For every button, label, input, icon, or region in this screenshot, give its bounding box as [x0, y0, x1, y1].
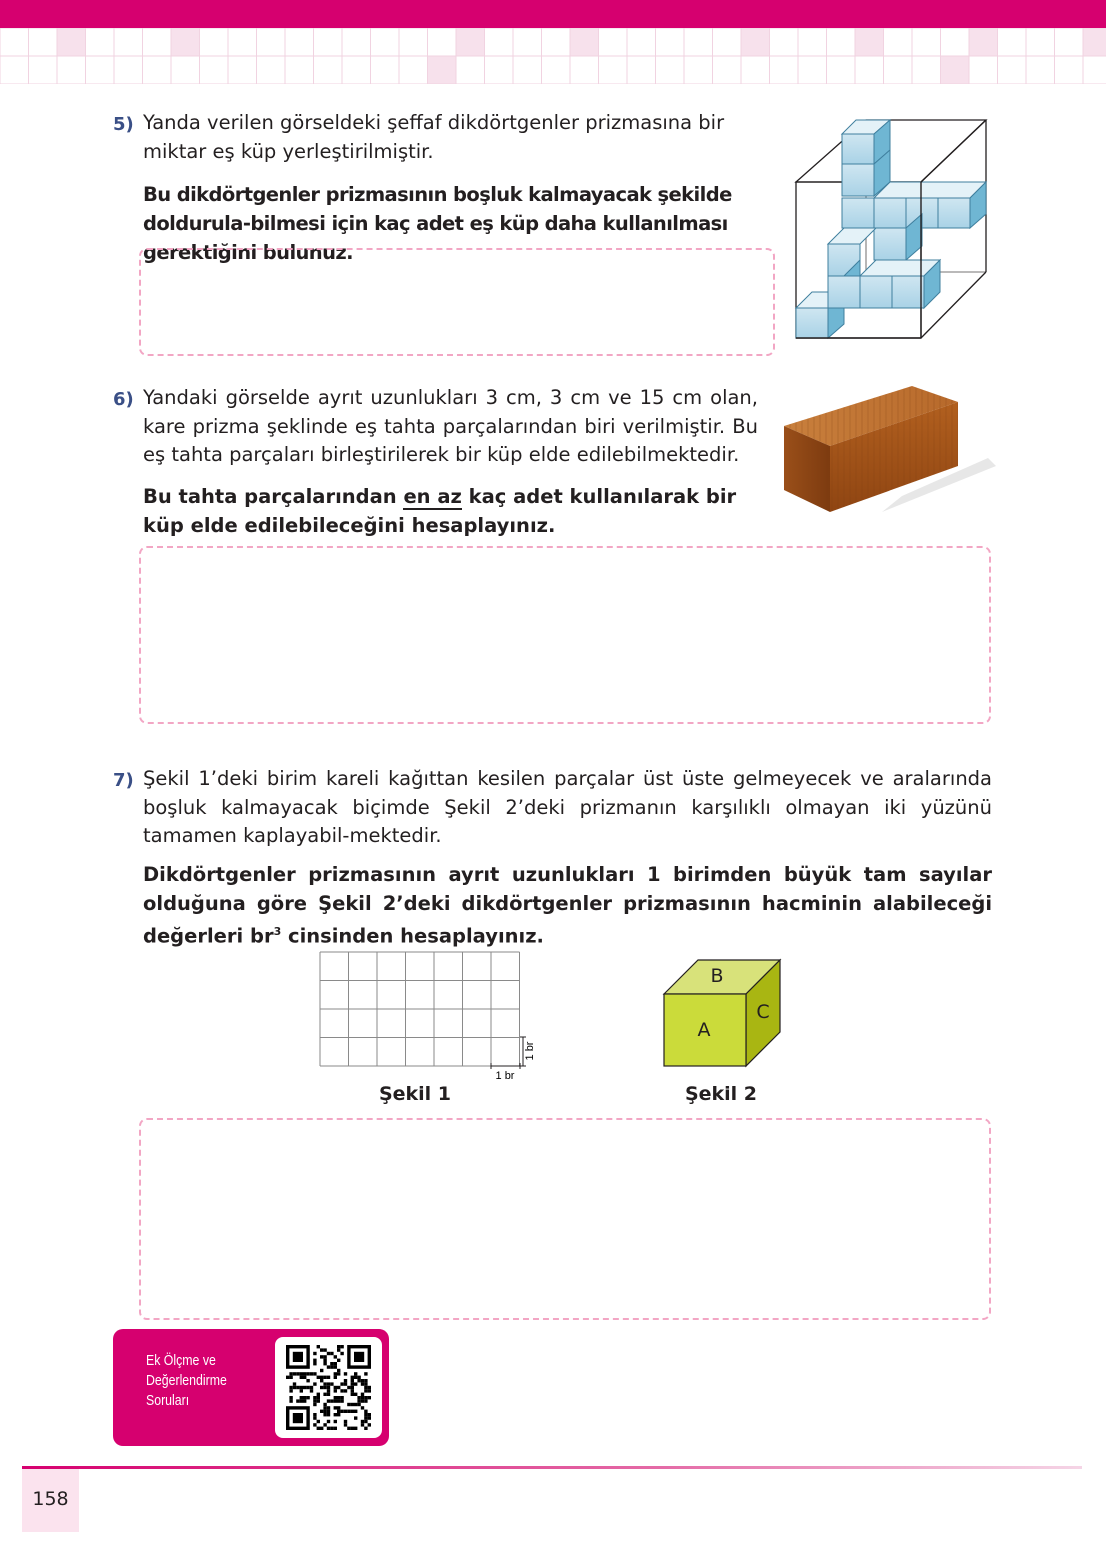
question-instruction: Dikdörtgenler prizmasının ayrıt uzunlukları 1 birimden büyük tam sayılar olduğuna göre Şekil 2’deki dikdörtgenler prizmasının hacminin alabileceği değerleri $br^3$ cinsinden hesaplayınız. — [143, 863, 992, 948]
question-instruction: Bu dikdörtgenler prizmasının boşluk kalmayacak şekilde doldurula-bilmesi için kaç adet eş küp daha kullanılması gerektiğini bulunuz. — [143, 183, 732, 264]
answer-box-6[interactable] — [139, 546, 991, 724]
page-number-box — [22, 1469, 79, 1532]
green-prism-figure — [660, 956, 786, 1070]
footer-divider — [22, 1466, 1082, 1469]
question-instruction: Bu tahta parçalarından en az kaç adet kullanılarak bir küp elde edilebileceğini hesaplayınız. — [143, 485, 737, 537]
question-text: Yandaki görselde ayrıt uzunlukları 3 cm, 3 cm ve 15 cm olan, kare prizma şeklinde eş tahta parçalarından biri verilmiştir. Bu eş tahta parçaları birleştirilerek bir küp elde edilebilmektedir. — [143, 386, 758, 466]
unit-label-vertical: 1 br — [524, 1041, 536, 1061]
question-number: 6) — [113, 389, 134, 410]
wooden-prism-image — [782, 384, 996, 520]
answer-box-5[interactable] — [139, 248, 775, 356]
extra-questions-panel[interactable] — [113, 1329, 389, 1446]
question-text: Yanda verilen görseldeki şeffaf dikdörtgenler prizmasına bir miktar eş küp yerleştirilmiştir. — [143, 111, 725, 163]
face-label-top: B — [710, 965, 724, 987]
unit-label-horizontal: 1 br — [495, 1070, 515, 1082]
question-number: 5) — [113, 114, 134, 135]
page-number: 158 — [32, 1488, 69, 1510]
unit-grid-figure — [318, 950, 542, 1084]
header-grid-pattern — [0, 28, 1106, 84]
answer-box-7[interactable] — [139, 1118, 991, 1320]
face-label-front: A — [697, 1019, 711, 1041]
header-accent-bar — [0, 0, 1106, 28]
question-text: Şekil 1’deki birim kareli kağıttan kesilen parçalar üst üste gelmeyecek ve aralarında boşluk kalmayacak biçimde Şekil 2’deki prizmanın karşılıklı olmayan iki yüzünü tamamen kaplayabil-mektedir. — [143, 767, 992, 847]
qr-panel-label: Ek Ölçme ve Değerlendirme Soruları — [146, 1353, 227, 1409]
qr-code[interactable] — [275, 1337, 382, 1438]
emphasis-underlined: en az — [403, 485, 462, 508]
figure-1-caption: Şekil 1 — [378, 1083, 452, 1105]
qr-code-icon — [275, 1337, 382, 1438]
figure-2-caption: Şekil 2 — [684, 1083, 758, 1105]
face-label-side: C — [756, 1001, 770, 1023]
transparent-prism-with-cubes-image — [790, 112, 1000, 344]
question-number: 7) — [113, 770, 134, 791]
